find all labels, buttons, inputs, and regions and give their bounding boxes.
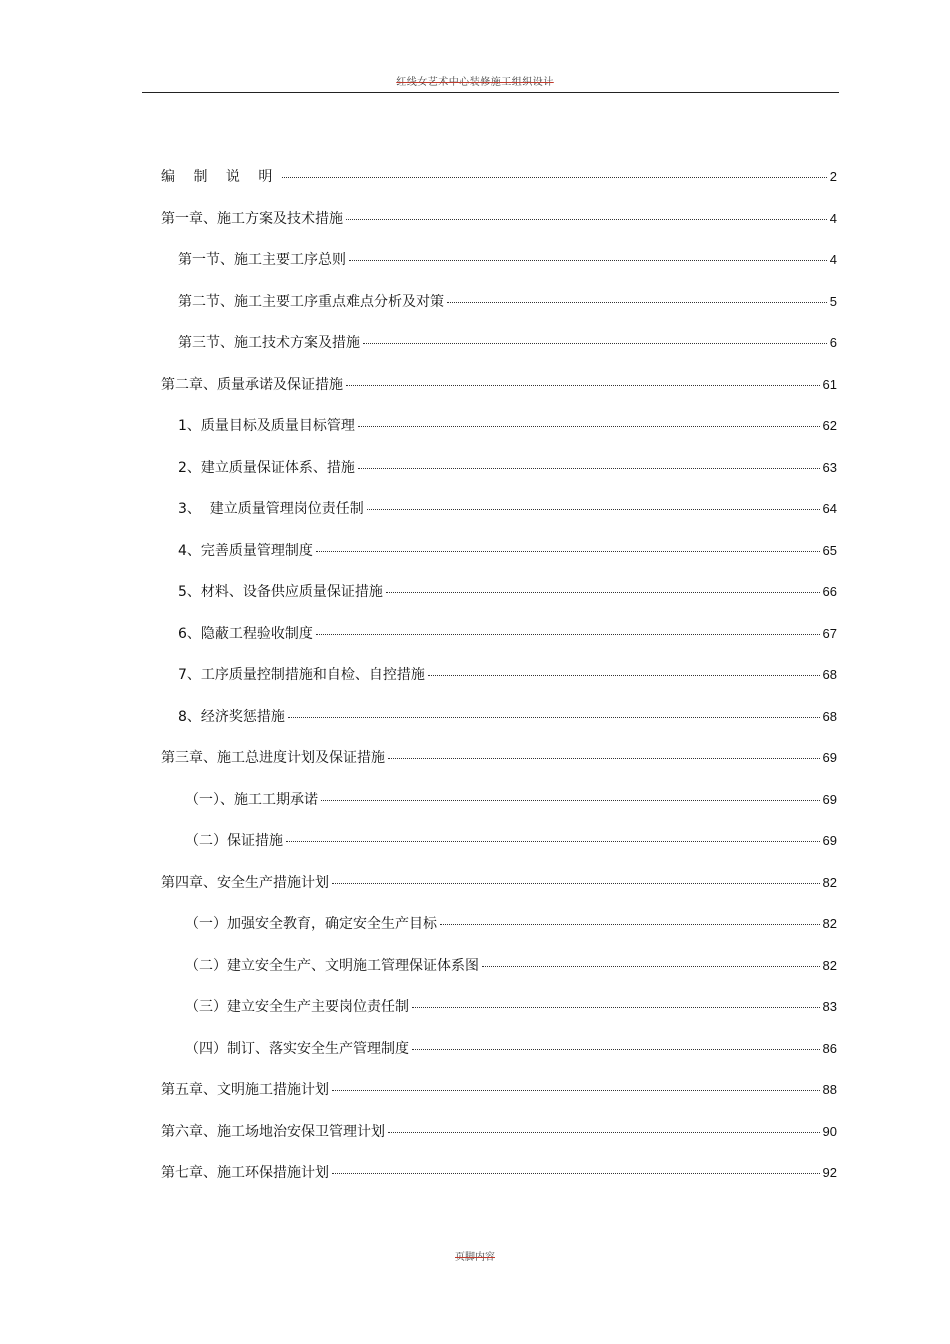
toc-leader — [428, 675, 820, 676]
toc-entry[interactable] — [161, 1079, 837, 1121]
toc-entry[interactable] — [161, 581, 837, 623]
toc-entry-page: 82 — [822, 957, 837, 973]
toc-entry-title: 2、建立质量保证体系、措施 — [178, 459, 355, 476]
toc-entry[interactable] — [161, 208, 837, 250]
toc-entry[interactable] — [161, 291, 837, 333]
toc-entry-title: （一）、施工工期承诺 — [185, 791, 318, 808]
toc-leader — [288, 717, 820, 718]
toc-entry[interactable] — [161, 374, 837, 416]
toc-entry-page: 92 — [822, 1165, 837, 1180]
toc-entry-page: 2 — [829, 169, 837, 184]
toc-entry[interactable] — [161, 955, 837, 997]
toc-entry-page: 68 — [822, 708, 837, 724]
toc-entry[interactable] — [161, 166, 837, 208]
toc-entry-page: 63 — [822, 459, 837, 475]
toc-leader — [349, 260, 827, 261]
toc-entry-page: 69 — [822, 750, 837, 765]
toc-entry[interactable] — [161, 540, 837, 582]
toc-entry-title: 第一章、施工方案及技术措施 — [161, 210, 343, 227]
toc-entry-page: 82 — [822, 874, 837, 890]
toc-entry[interactable] — [161, 1038, 837, 1080]
toc-leader — [316, 634, 820, 635]
toc-entry-page: 69 — [822, 833, 837, 848]
toc-leader — [316, 551, 820, 552]
toc-leader — [282, 177, 826, 178]
toc-entry-page: 82 — [822, 916, 837, 931]
toc-entry-page: 61 — [822, 376, 837, 392]
footer-text: 页脚内容 — [455, 1252, 495, 1263]
toc-entry-title: （四）制订、落实安全生产管理制度 — [185, 1040, 409, 1057]
toc-leader — [388, 758, 820, 759]
toc-entry-title: 第六章、施工场地治安保卫管理计划 — [161, 1123, 385, 1140]
toc-leader — [332, 883, 820, 884]
toc-entry[interactable] — [161, 457, 837, 499]
toc-entry[interactable] — [161, 872, 837, 914]
toc-entry[interactable] — [161, 830, 837, 872]
toc-leader — [358, 426, 820, 427]
toc-leader — [321, 800, 820, 801]
toc-entry-page: 90 — [822, 1123, 837, 1139]
toc-entry[interactable] — [161, 498, 837, 540]
toc-leader — [412, 1007, 820, 1008]
toc-entry-page: 86 — [822, 1040, 837, 1056]
toc-entry[interactable] — [161, 706, 837, 748]
toc-entry-title: 8、经济奖惩措施 — [178, 708, 285, 725]
toc-leader — [358, 468, 820, 469]
table-of-contents — [161, 166, 837, 1204]
toc-entry-page: 4 — [829, 252, 837, 267]
toc-entry-title: 5、材料、设备供应质量保证措施 — [178, 584, 383, 600]
toc-entry-page: 65 — [822, 542, 837, 558]
toc-entry-title: 第二节、施工主要工序重点难点分析及对策 — [178, 293, 444, 310]
page-footer — [0, 1245, 950, 1264]
toc-entry-page: 64 — [822, 501, 837, 516]
header-title: 红线女艺术中心装修施工组织设计 — [396, 77, 554, 88]
toc-entry[interactable] — [161, 1162, 837, 1204]
toc-entry[interactable] — [161, 332, 837, 374]
toc-leader — [388, 1132, 820, 1133]
toc-entry-title: 3、 建立质量管理岗位责任制 — [178, 501, 364, 517]
toc-entry[interactable] — [161, 996, 837, 1038]
toc-entry-title: 1、质量目标及质量目标管理 — [178, 418, 355, 434]
toc-entry[interactable] — [161, 747, 837, 789]
toc-entry-title: 第五章、文明施工措施计划 — [161, 1082, 329, 1098]
toc-entry-title: 第三章、施工总进度计划及保证措施 — [161, 750, 385, 766]
toc-entry-page: 67 — [822, 625, 837, 641]
toc-entry-title: 4、完善质量管理制度 — [178, 542, 313, 559]
toc-entry-title: （二）建立安全生产、文明施工管理保证体系图 — [185, 957, 479, 974]
toc-entry-page: 83 — [822, 999, 837, 1014]
toc-entry-page: 69 — [822, 791, 837, 807]
toc-entry[interactable] — [161, 789, 837, 831]
toc-entry-page: 4 — [829, 210, 837, 226]
toc-entry[interactable] — [161, 415, 837, 457]
toc-leader — [386, 592, 820, 593]
header-rule — [142, 92, 839, 93]
toc-leader — [440, 924, 820, 925]
toc-entry-title: （三）建立安全生产主要岗位责任制 — [185, 999, 409, 1015]
toc-entry-title: 第三节、施工技术方案及措施 — [178, 335, 360, 351]
toc-entry[interactable] — [161, 664, 837, 706]
toc-entry-page: 66 — [822, 584, 837, 599]
toc-entry-page: 6 — [829, 335, 837, 350]
toc-leader — [332, 1090, 820, 1091]
toc-entry[interactable] — [161, 623, 837, 665]
toc-entry-title: 第七章、施工环保措施计划 — [161, 1165, 329, 1181]
toc-entry[interactable] — [161, 1121, 837, 1163]
toc-leader — [332, 1173, 820, 1174]
toc-leader — [286, 841, 820, 842]
toc-entry-title: 第二章、质量承诺及保证措施 — [161, 376, 343, 393]
toc-entry-title: （一）加强安全教育，确定安全生产目标 — [185, 916, 437, 932]
page-header — [0, 70, 950, 89]
toc-entry-title: 第一节、施工主要工序总则 — [178, 252, 346, 268]
toc-leader — [346, 219, 827, 220]
toc-entry-page: 5 — [829, 293, 837, 309]
toc-leader — [482, 966, 820, 967]
toc-entry-title: 第四章、安全生产措施计划 — [161, 874, 329, 891]
toc-leader — [367, 509, 820, 510]
toc-entry-title: 编 制 说 明 — [161, 169, 280, 185]
toc-leader — [447, 302, 827, 303]
toc-entry-page: 62 — [822, 418, 837, 433]
toc-entry-page: 68 — [822, 667, 837, 682]
toc-entry-title: （二）保证措施 — [185, 833, 283, 849]
toc-entry[interactable] — [161, 249, 837, 291]
toc-entry[interactable] — [161, 913, 837, 955]
toc-entry-title: 7、工序质量控制措施和自检、自控措施 — [178, 667, 425, 683]
toc-leader — [346, 385, 820, 386]
toc-entry-title: 6、隐蔽工程验收制度 — [178, 625, 313, 642]
toc-entry-page: 88 — [822, 1082, 837, 1097]
toc-leader — [363, 343, 827, 344]
toc-leader — [412, 1049, 820, 1050]
